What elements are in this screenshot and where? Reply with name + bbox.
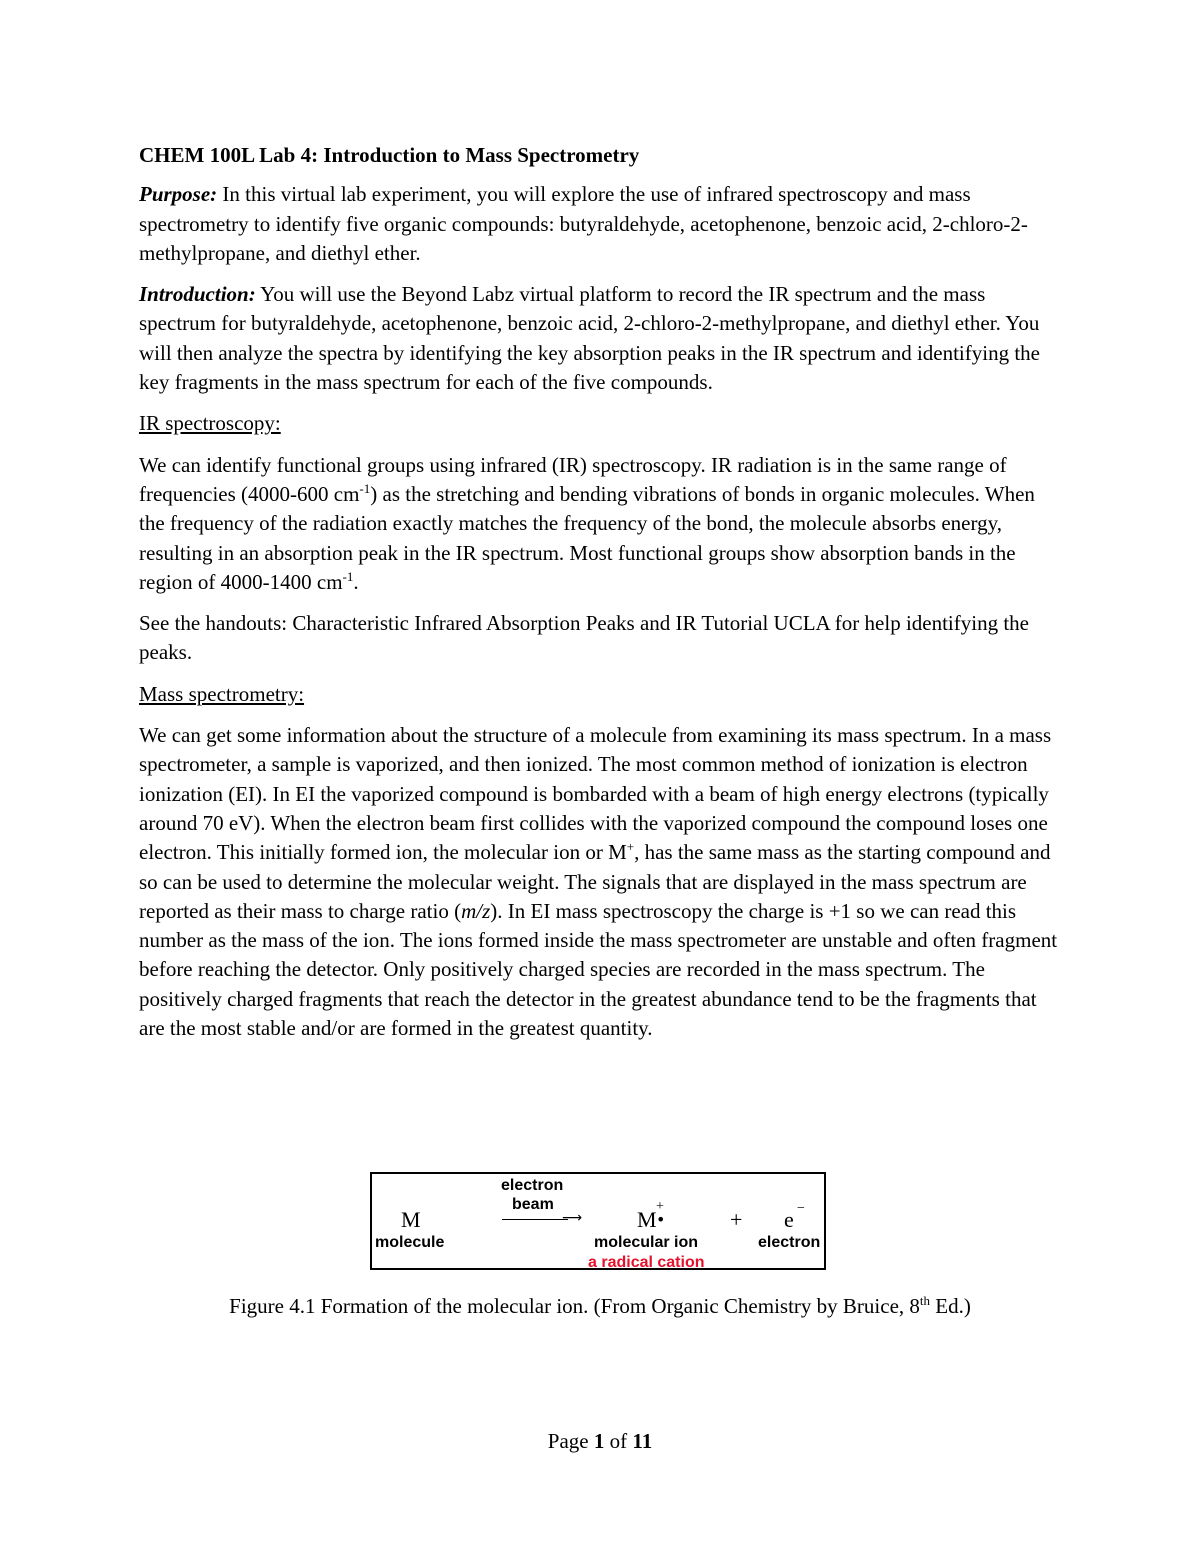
ms-text-b: , has the same mass as the starting compound and so can be used to determine the molecular weight. The signals that are displayed in the mass spectrum are reported as their mass to charge ratio ( — [139, 840, 1051, 923]
footer-page-total: 11 — [632, 1429, 653, 1453]
reaction-arrow-head: ⟶ — [562, 1210, 583, 1226]
ms-mz-italic: m/z — [461, 898, 491, 923]
ms-heading: Mass spectrometry: — [139, 681, 305, 706]
molecular-ion-radical: • — [656, 1210, 666, 1229]
reaction-arrow-line — [502, 1219, 568, 1220]
molecular-ion-charge: + — [656, 1199, 664, 1214]
footer-page-word: Page — [547, 1429, 594, 1453]
introduction-text: You will use the Beyond Labz virtual platform to record the IR spectrum and the mass spectrum for butyraldehyde, acetophenone, benzoic acid, 2-chloro-2-methylpropane, and diethyl ether. You will then analyze the spectra by identifying the key absorption peaks in the IR spectrum and identifying the key fragments in the mass spectrum for each of the five compounds. — [139, 282, 1041, 395]
plus-sign: + — [730, 1207, 743, 1232]
ms-text-c: ). In EI mass spectroscopy the charge is +1 so we can read this number as the mass of the ion. The ions formed inside the mass spectrometer are unstable and often fragment before reaching the detector. Only positively charged species are recorded in the mass spectrum. The positively charged fragments that reach the detector in the greatest abundance tend to be the fragments that are the most stable and/or are formed in the greatest quantity. — [139, 898, 1058, 1041]
radical-cation-label: a radical cation — [588, 1254, 705, 1271]
footer-page-number: 1 — [593, 1429, 605, 1453]
molecule-symbol: M — [401, 1207, 421, 1232]
footer-of-word: of — [604, 1429, 633, 1453]
molecular-ion-figure — [370, 1172, 826, 1270]
electron-symbol: e — [784, 1207, 794, 1232]
ir-text-a: We can identify functional groups using infrared (IR) spectroscopy. IR radiation is in the same range of frequencies (4000-600 cm — [139, 452, 1007, 506]
purpose-label: Purpose: — [139, 182, 218, 207]
purpose-paragraph — [139, 180, 1061, 268]
introduction-label: Introduction: — [139, 282, 256, 307]
document-title: CHEM 100L Lab 4: Introduction to Mass Spectrometry — [139, 143, 640, 167]
document-body — [139, 141, 1061, 1055]
ms-text-a: We can get some information about the structure of a molecule from examining its mass spectrum. In a mass spectrometer, a sample is vaporized, and then ionized. The most common method of ionization is electron ionization (EI). In EI the vaporized compound is bombarded with a beam of high energy electrons (typically around 70 eV). When the electron beam first collides with the vaporized compound the compound loses one electron. This initially formed ion, the molecular ion or M — [139, 723, 1052, 865]
caption-text-b: Ed.) — [930, 1294, 971, 1318]
caption-superscript: th — [919, 1293, 931, 1308]
figure-caption — [0, 1292, 1200, 1321]
introduction-paragraph — [139, 280, 1061, 397]
arrow-label-bottom: beam — [512, 1196, 554, 1213]
ms-superscript: + — [626, 839, 635, 855]
ir-text-b: ) as the stretching and bending vibrations of bonds in organic molecules. When the frequency of the radiation exactly matches the frequency of the bond, the molecule absorbs energy, resulting in an absorption peak in the IR spectrum. Most functional groups show absorption bands in the region of 4000-1400 cm — [139, 481, 1035, 594]
ms-paragraph — [139, 721, 1061, 1043]
page-footer — [0, 1429, 1200, 1454]
electron-charge: − — [797, 1201, 805, 1216]
arrow-label-top: electron — [501, 1177, 564, 1194]
ir-paragraph — [139, 451, 1061, 597]
molecular-ion-symbol: M — [637, 1207, 657, 1232]
purpose-text: In this virtual lab experiment, you will explore the use of infrared spectroscopy and mass spectrometry to identify five organic compounds: butyraldehyde, acetophenone, benzoic acid, 2-chloro-2-methylpropane, and diethyl ether. — [139, 182, 1028, 265]
molecular-ion-label: molecular ion — [594, 1234, 699, 1251]
caption-text-a: Figure 4.1 Formation of the molecular ion. (From Organic Chemistry by Bruice, 8 — [229, 1294, 920, 1318]
handouts-paragraph: See the handouts: Characteristic Infrared Absorption Peaks and IR Tutorial UCLA for help identifying the peaks. — [139, 611, 1029, 665]
ir-text-c: . — [353, 569, 359, 594]
electron-label: electron — [758, 1234, 821, 1251]
ir-superscript-1: -1 — [359, 480, 371, 496]
molecule-label: molecule — [375, 1234, 445, 1251]
ir-heading: IR spectroscopy: — [139, 411, 281, 436]
ir-superscript-2: -1 — [342, 568, 354, 584]
